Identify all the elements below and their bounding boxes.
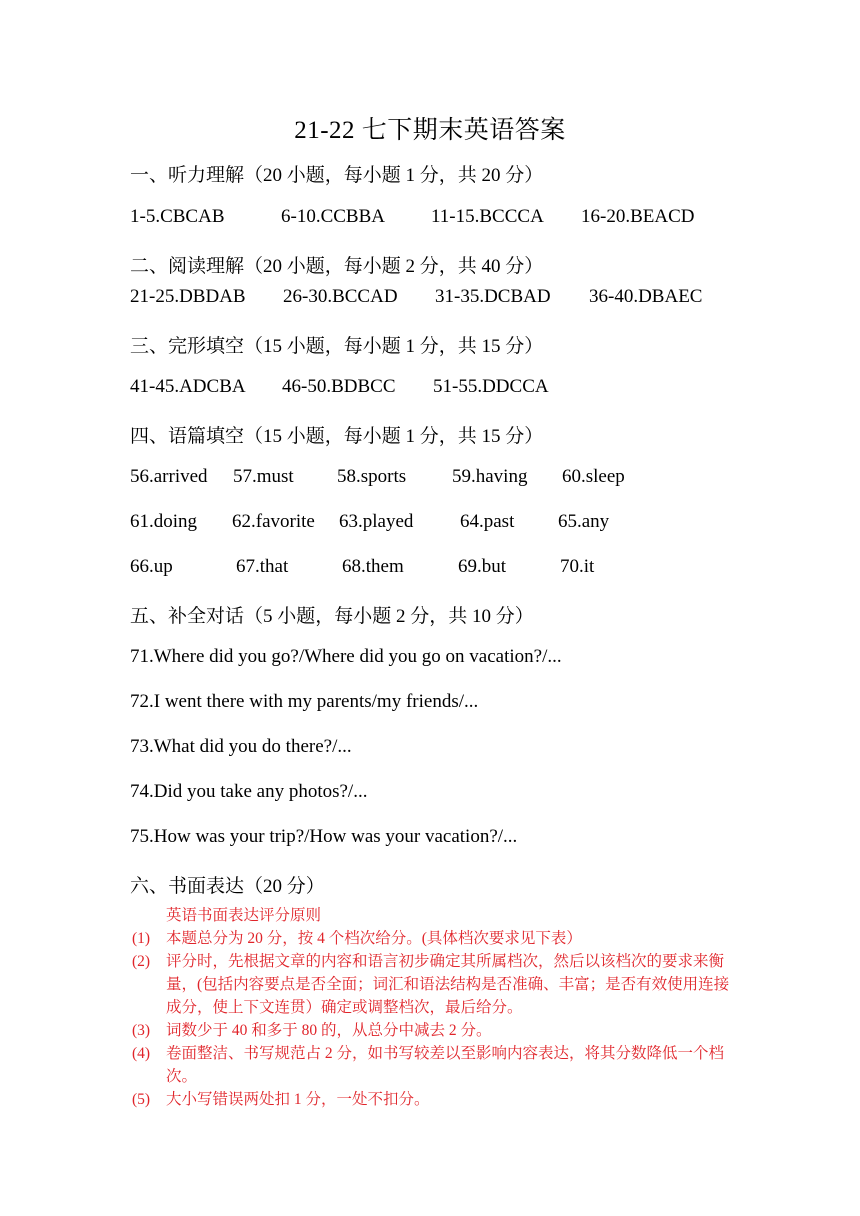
- rubric-item-number: (5): [132, 1091, 151, 1108]
- answer-word: 57.must: [233, 466, 294, 487]
- answer-word: 69.but: [458, 556, 507, 577]
- section-dialogue-heading: 五、补全对话（5 小题，每小题 2 分，共 10 分）: [130, 606, 534, 627]
- dialogue-answer: 72.I went there with my parents/my friends/...: [130, 691, 479, 712]
- rubric-item-text: 本题总分为 20 分，按 4 个档次给分。(具体档次要求见下表）: [166, 930, 582, 947]
- dialogue-answer: 73.What did you do there?/...: [130, 736, 352, 757]
- dialogue-answer: 71.Where did you go?/Where did you go on vacation?/...: [130, 646, 562, 667]
- section-listening-heading: 一、听力理解（20 小题，每小题 1 分，共 20 分）: [130, 165, 544, 186]
- answer-word: 66.up: [130, 556, 173, 577]
- answer-word: 56.arrived: [130, 466, 208, 487]
- section-passage-fill-heading: 四、语篇填空（15 小题，每小题 1 分，共 15 分）: [130, 426, 544, 447]
- rubric-item-number: (2): [132, 953, 151, 970]
- answer-word: 62.favorite: [232, 511, 315, 532]
- answer-group: 51-55.DDCCA: [433, 376, 549, 397]
- answer-word: 61.doing: [130, 511, 198, 532]
- answer-word: 70.it: [560, 556, 595, 577]
- answer-group: 41-45.ADCBA: [130, 376, 246, 397]
- answer-word: 59.having: [452, 466, 528, 487]
- dialogue-answer: 75.How was your trip?/How was your vacation?/...: [130, 826, 518, 847]
- rubric-item-text: 词数少于 40 和多于 80 的，从总分中减去 2 分。: [166, 1022, 492, 1039]
- answer-group: 21-25.DBDAB: [130, 286, 246, 307]
- answer-word: 68.them: [342, 556, 404, 577]
- page-title: 21-22 七下期末英语答案: [294, 117, 566, 144]
- rubric-item-number: (4): [132, 1045, 151, 1062]
- answer-word: 67.that: [236, 556, 289, 577]
- answer-group: 31-35.DCBAD: [435, 286, 551, 307]
- section-writing-heading: 六、书面表达（20 分）: [130, 876, 325, 897]
- answer-group: 46-50.BDBCC: [282, 376, 396, 397]
- section-cloze-heading: 三、完形填空（15 小题，每小题 1 分，共 15 分）: [130, 336, 544, 357]
- answer-group: 26-30.BCCAD: [283, 286, 398, 307]
- rubric-item-number: (1): [132, 930, 151, 947]
- answer-group: 36-40.DBAEC: [589, 286, 703, 307]
- answer-word: 65.any: [558, 511, 610, 532]
- answer-group: 16-20.BEACD: [581, 206, 695, 227]
- answer-word: 64.past: [460, 511, 515, 532]
- answer-word: 58.sports: [337, 466, 407, 487]
- rubric-item-text: 卷面整洁、书写规范占 2 分，如书写较差以至影响内容表达，将其分数降低一个档次。: [166, 1045, 725, 1085]
- answer-word: 60.sleep: [562, 466, 625, 487]
- writing-rubric: [132, 904, 732, 1114]
- rubric-title: 英语书面表达评分原则: [166, 907, 322, 924]
- rubric-item-text: 大小写错误两处扣 1 分，一处不扣分。: [166, 1091, 430, 1108]
- rubric-item-text: 评分时，先根据文章的内容和语言初步确定其所属档次，然后以该档次的要求来衡量，(包括内容要点是否全面；词汇和语法结构是否准确、丰富；是否有效使用连接成分，使上下文连贯）确定或调整档次，最后给分。: [166, 953, 730, 1016]
- dialogue-answer: 74.Did you take any photos?/...: [130, 781, 368, 802]
- rubric-item-number: (3): [132, 1022, 151, 1039]
- answer-group: 1-5.CBCAB: [130, 206, 225, 227]
- answer-group: 6-10.CCBBA: [281, 206, 385, 227]
- answer-group: 11-15.BCCCA: [431, 206, 544, 227]
- answer-word: 63.played: [339, 511, 414, 532]
- section-reading-heading: 二、阅读理解（20 小题，每小题 2 分，共 40 分）: [130, 256, 544, 277]
